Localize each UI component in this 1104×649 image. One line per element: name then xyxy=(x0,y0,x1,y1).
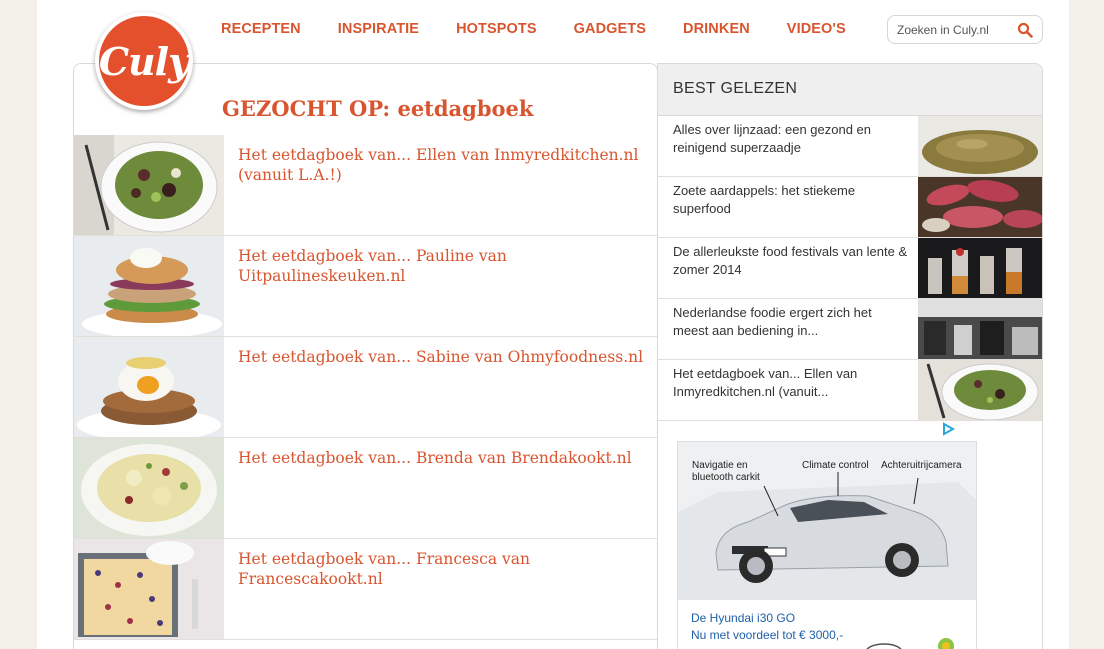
sidebar-thumbnail-seeds[interactable] xyxy=(918,116,1043,176)
hyundai-logo-icon xyxy=(864,642,904,649)
sidebar-item-link[interactable]: Alles over lijnzaad: een gezond en reinigend superzaadje xyxy=(673,122,872,155)
sidebar-thumbnail-salad[interactable] xyxy=(918,360,1043,420)
badge-icon xyxy=(936,636,956,649)
main-nav xyxy=(221,21,883,39)
hyundai-advertisement[interactable] xyxy=(677,441,977,649)
result-thumbnail-potato[interactable] xyxy=(74,438,224,538)
result-title[interactable]: Het eetdagboek van... Ellen van Inmyredkitchen.nl (vanuit L.A.!) xyxy=(238,146,639,184)
sidebar-item xyxy=(658,299,1042,360)
list-item xyxy=(74,438,658,539)
list-item xyxy=(74,236,658,337)
sidebar-item-link[interactable]: Nederlandse foodie ergert zich het meest aan bediening in... xyxy=(673,305,872,338)
sidebar-thumbnail-sweet-potatoes[interactable] xyxy=(918,177,1043,237)
result-title[interactable]: Het eetdagboek van... Sabine van Ohmyfoodness.nl xyxy=(238,348,644,366)
nav-inspiratie[interactable]: INSPIRATIE xyxy=(337,21,420,37)
search-box xyxy=(887,15,1043,44)
ad-text-area xyxy=(678,599,977,649)
list-item xyxy=(74,539,658,640)
result-thumbnail-salad[interactable] xyxy=(74,135,224,235)
nav-drinken[interactable]: DRINKEN xyxy=(683,21,750,37)
sidebar-item xyxy=(658,177,1042,238)
nav-videos[interactable]: VIDEO'S xyxy=(786,21,846,37)
list-item xyxy=(74,337,658,438)
sidebar-item xyxy=(658,360,1042,421)
sidebar-item xyxy=(658,238,1042,299)
sidebar-item-link[interactable]: De allerleukste food festivals van lente & zomer 2014 xyxy=(673,244,908,277)
nav-hotspots[interactable]: HOTSPOTS xyxy=(456,21,537,37)
search-input[interactable] xyxy=(897,23,1021,37)
results-list xyxy=(74,135,658,640)
ad-label-navigation: Navigatie en bluetooth carkit xyxy=(692,460,760,483)
result-title[interactable]: Het eetdagboek van... Brenda van Brendakookt.nl xyxy=(238,449,632,467)
nav-recepten[interactable]: RECEPTEN xyxy=(221,21,301,37)
search-icon[interactable] xyxy=(1017,22,1033,38)
sidebar-thumbnail-restaurant[interactable] xyxy=(918,299,1043,359)
list-item xyxy=(74,135,658,236)
sidebar-item-link[interactable]: Het eetdagboek van... Ellen van Inmyredkitchen.nl (vanuit... xyxy=(673,366,858,399)
page-container xyxy=(37,0,1069,649)
adchoices-icon[interactable] xyxy=(941,422,955,436)
logo-text: Culy xyxy=(98,38,190,84)
ad-label-camera: Achteruitrijcamera xyxy=(881,460,962,471)
sidebar-item-link[interactable]: Zoete aardappels: het stiekeme superfood xyxy=(673,183,856,216)
sidebar-thumbnail-drinks[interactable] xyxy=(918,238,1043,298)
result-thumbnail-cake[interactable] xyxy=(74,539,224,639)
sidebar-heading: BEST GELEZEN xyxy=(658,64,1042,116)
culy-logo[interactable] xyxy=(95,12,193,110)
page-title: GEZOCHT OP: eetdagboek xyxy=(222,96,534,121)
search-results-panel xyxy=(73,63,658,649)
result-thumbnail-egg[interactable] xyxy=(74,337,224,437)
sidebar-item xyxy=(658,116,1042,177)
ad-label-climate: Climate control xyxy=(802,460,869,471)
ad-headline: De Hyundai i30 GO xyxy=(691,611,796,625)
result-title[interactable]: Het eetdagboek van... Francesca van Francescakookt.nl xyxy=(238,550,530,588)
ad-subline: Nu met voordeel tot € 3000,- xyxy=(691,628,844,642)
nav-gadgets[interactable]: GADGETS xyxy=(573,21,647,37)
result-thumbnail-burger[interactable] xyxy=(74,236,224,336)
result-title[interactable]: Het eetdagboek van... Pauline van Uitpaulineskeuken.nl xyxy=(238,247,507,285)
